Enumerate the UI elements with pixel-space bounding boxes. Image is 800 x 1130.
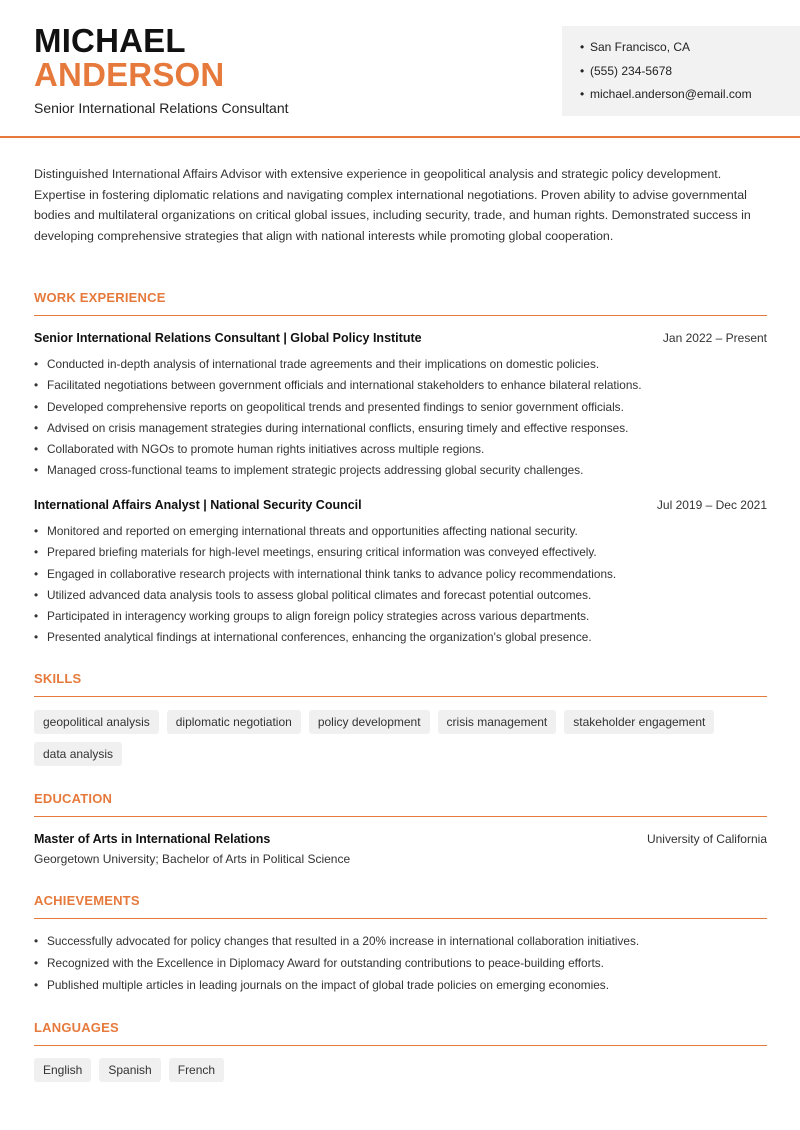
list-item: • Managed cross-functional teams to implement strategic projects addressing global security challenges. [34, 463, 774, 484]
list-item: • Utilized advanced data analysis tools to assess global political climates and forecast potential outcomes. [34, 588, 774, 609]
skill-tag: crisis management [438, 710, 557, 734]
skills-list [34, 710, 774, 766]
section-title-skills: SKILLS [34, 671, 767, 697]
education-detail: Georgetown University; Bachelor of Arts in Political Science [34, 852, 351, 866]
work-entry-date: Jan 2022 – Present [662, 331, 767, 345]
skill-tag: geopolitical analysis [34, 710, 159, 734]
contact-info [562, 26, 800, 116]
list-item: • Prepared briefing materials for high-level meetings, ensuring critical information was conveyed effectively. [34, 545, 774, 566]
job-title: Senior International Relations Consultant [34, 100, 289, 116]
list-item: • Collaborated with NGOs to promote human rights initiatives across multiple regions. [34, 442, 774, 463]
skill-tag: policy development [309, 710, 430, 734]
skill-tag: stakeholder engagement [564, 710, 714, 734]
list-item: • Engaged in collaborative research projects with international think tanks to advance policy recommendations. [34, 567, 774, 588]
contact-email[interactable]: • michael.anderson@email.com [580, 87, 800, 111]
list-item: • Successfully advocated for policy changes that resulted in a 20% increase in international collaboration initiatives. [34, 934, 774, 956]
language-tag: Spanish [99, 1058, 160, 1082]
list-item: • Advised on crisis management strategies during international conflicts, ensuring timely and effective responses. [34, 421, 774, 442]
work-entry-date: Jul 2019 – Dec 2021 [656, 498, 767, 512]
contact-location: • San Francisco, CA [580, 40, 800, 64]
resume-header [0, 0, 800, 138]
achievements-list [34, 934, 774, 1000]
language-tag: English [34, 1058, 91, 1082]
skill-tag: data analysis [34, 742, 122, 766]
first-name: MICHAEL [34, 22, 186, 59]
list-item: • Facilitated negotiations between government officials and international stakeholders to enhance bilateral relations. [34, 378, 774, 399]
last-name: ANDERSON [34, 56, 225, 93]
language-tag: French [169, 1058, 224, 1082]
section-title-education: EDUCATION [34, 791, 767, 817]
contact-phone: • (555) 234-5678 [580, 64, 800, 88]
section-title-work: WORK EXPERIENCE [34, 290, 767, 316]
candidate-name [34, 24, 224, 91]
list-item: • Developed comprehensive reports on geopolitical trends and presented findings to senior government officials. [34, 400, 774, 421]
education-school: University of California [646, 832, 767, 846]
work-entry-header [34, 498, 767, 514]
list-item: • Presented analytical findings at international conferences, enhancing the organization's global presence. [34, 630, 774, 651]
professional-summary: Distinguished International Affairs Advisor with extensive experience in geopolitical analysis and strategic policy development. Expertise in fostering diplomatic relations and navigating complex international negotiations. Proven ability to advise governmental bodies and multilateral organizations on critical global issues, including security, trade, and human rights. Demonstrated success in developing comprehensive strategies that align with national interests while promoting global cooperation. [34, 167, 751, 243]
list-item: • Participated in interagency working groups to align foreign policy strategies across various departments. [34, 609, 774, 630]
work-entry-bullets [34, 357, 774, 485]
work-entry-title: International Affairs Analyst | National Security Council [34, 498, 362, 512]
education-entry-header [34, 832, 767, 848]
work-entry-title: Senior International Relations Consultant | Global Policy Institute [34, 331, 422, 345]
list-item: • Published multiple articles in leading journals on the impact of global trade policies on emerging economies. [34, 978, 774, 1000]
education-degree: Master of Arts in International Relations [34, 832, 271, 846]
section-title-languages: LANGUAGES [34, 1020, 767, 1046]
skill-tag: diplomatic negotiation [167, 710, 301, 734]
work-entry-bullets [34, 524, 774, 652]
list-item: • Recognized with the Excellence in Diplomacy Award for outstanding contributions to peace-building efforts. [34, 956, 774, 978]
list-item: • Monitored and reported on emerging international threats and opportunities affecting national security. [34, 524, 774, 545]
section-title-achievements: ACHIEVEMENTS [34, 893, 767, 919]
work-entry-header [34, 331, 767, 347]
languages-list [34, 1058, 774, 1082]
list-item: • Conducted in-depth analysis of international trade agreements and their implications on domestic policies. [34, 357, 774, 378]
